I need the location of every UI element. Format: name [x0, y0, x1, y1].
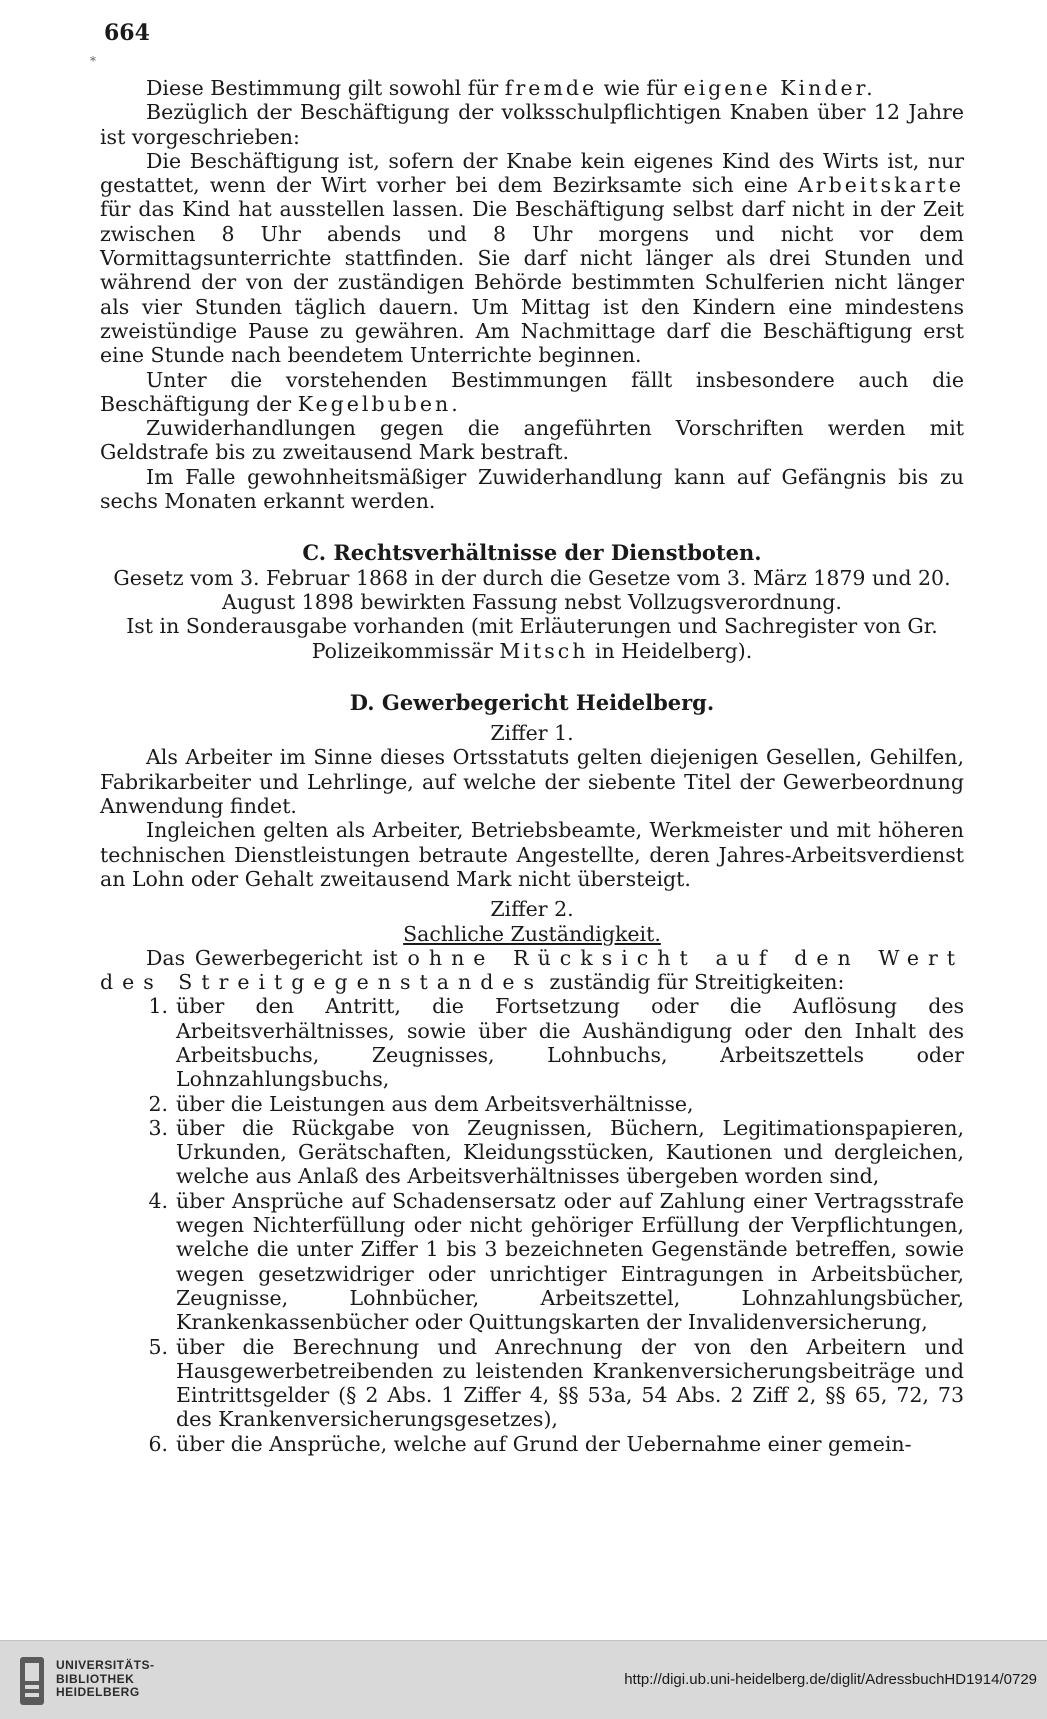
list-item: 5. über die Berechnung und Anrechnung der von den Arbeitern und Hausgewerbetreibenden zu leistenden Krankenversicherungsbeiträge und Eintrittsgelder (§ 2 Abs. 1 Ziffer 4, §§ 53a, 54 Abs. 2 Ziff 2, §§ 65, 72, 73 des Krankenversicherungsgesetzes),	[148, 1334, 964, 1432]
jurisdiction-list	[100, 994, 964, 1456]
list-item: 6. über die Ansprüche, welche auf Grund der Uebernahme einer gemein-	[148, 1431, 912, 1456]
paragraph: Zuwiderhandlungen gegen die angeführten Vorschriften werden mit Geldstrafe bis zu zweitausend Mark bestraft.	[100, 416, 964, 465]
section-c-heading: C. Rechtsverhältnisse der Dienstboten.	[302, 540, 762, 566]
section-c-law: Gesetz vom 3. Februar 1868 in der durch die Gesetze vom 3. März 1879 und 20. August 1898 bewirkten Fassung nebst Vollzugsverordnung.	[113, 565, 951, 614]
list-item: 2. über die Leistungen aus dem Arbeitsverhältnisse,	[148, 1091, 694, 1116]
paragraph: Unter die vorstehenden Bestimmungen fällt insbesondere auch die Beschäftigung der Kegelbuben.	[100, 367, 964, 416]
paragraph: Diese Bestimmung gilt sowohl für fremde wie für eigene Kinder.	[146, 76, 876, 100]
margin-mark: *	[90, 54, 96, 68]
ziffer-2-heading: Ziffer 2.	[490, 897, 574, 922]
section-d-heading: D. Gewerbegericht Heidelberg.	[349, 689, 715, 715]
list-item: 3. über die Rückgabe von Zeugnissen, Büchern, Legitimationspapieren, Urkunden, Gerätschaften, Kleidungsstücken, Kautionen und dergleichen, welche aus Anlaß des Arbeitsverhältnisses übergeben worden sind,	[148, 1115, 964, 1189]
viewer-footer	[0, 1640, 1047, 1719]
library-logo-text: UNIVERSITÄTS- BIBLIOTHEK HEIDELBERG	[56, 1658, 155, 1699]
page-number: 664	[104, 20, 150, 46]
paragraph: Bezüglich der Beschäftigung der volksschulpflichtigen Knaben über 12 Jahre ist vorgeschrieben:	[100, 100, 964, 149]
paragraph: Als Arbeiter im Sinne dieses Ortsstatuts gelten diejenigen Gesellen, Gehilfen, Fabrikarbeiter und Lehrlinge, auf welche der siebente Titel der Gewerbeordnung Anwendung findet.	[100, 745, 964, 819]
section-c-note: Ist in Sonderausgabe vorhanden (mit Erläuterungen und Sachregister von Gr. Polizeikommissär Mitsch in Heidelberg).	[126, 614, 938, 663]
ziffer-1-heading: Ziffer 1.	[490, 721, 574, 746]
paragraph: Die Beschäftigung ist, sofern der Knabe kein eigenes Kind des Wirts ist, nur gestattet, wenn der Wirt vorher bei dem Bezirksamte sich eine Arbeitskarte für das Kind hat ausstellen lassen. Die Beschäftigung selbst darf nicht in der Zeit zwischen 8 Uhr abends und 8 Uhr morgens und nicht vor dem Vormittagsunterrichte stattfinden. Sie darf nicht länger als drei Stunden und während der von der zuständigen Behörde bestimmten Schulferien nicht länger als vier Stunden täglich dauern. Um Mittag ist den Kindern eine mindestens zweistündige Pause zu gewähren. Am Nachmittage darf die Beschäftigung erst eine Stunde nach beendetem Unterrichte beginnen.	[100, 148, 964, 368]
list-item: 1. über den Antritt, die Fortsetzung oder die Auflösung des Arbeitsverhältnisses, sowie über die Aushändigung oder den Inhalt des Arbeitsbuchs, Zeugnisses, Lohnbuchs, Arbeitszettels oder Lohnzahlungsbuchs,	[148, 994, 964, 1092]
paragraph: Das Gewerbegericht ist ohne Rücksicht auf den Wert des Streitgegenstandes zuständig für Streitigkeiten:	[100, 945, 964, 995]
page-body	[100, 76, 964, 1456]
ziffer-2-subheading: Sachliche Zuständigkeit.	[403, 921, 661, 946]
university-seal-icon	[18, 1655, 46, 1707]
paragraph: Ingleichen gelten als Arbeiter, Betriebsbeamte, Werkmeister und mit höheren technischen Dienstleistungen betraute Angestellte, deren Jahres-Arbeitsverdienst an Lohn oder Gehalt zweitausend Mark nicht übersteigt.	[100, 818, 964, 891]
source-url-link[interactable]: http://digi.ub.uni-heidelberg.de/diglit/AdressbuchHD1914/0729	[624, 1671, 1037, 1688]
list-item: 4. über Ansprüche auf Schadensersatz oder auf Zahlung einer Vertragsstrafe wegen Nichterfüllung oder nicht gehöriger Erfüllung der Verpflichtungen, welche die unter Ziffer 1 bis 3 bezeichneten Gegenstände betreffen, sowie wegen gesetzwidriger oder unrichtiger Eintragungen in Arbeitsbücher, Zeugnisse, Lohnbücher, Arbeitszettel, Lohnzahlungsbücher, Krankenkassenbücher oder Quittungskarten der Invalidenversicherung,	[148, 1188, 964, 1335]
paragraph: Im Falle gewohnheitsmäßiger Zuwiderhandlung kann auf Gefängnis bis zu sechs Monaten erkannt werden.	[100, 464, 964, 514]
